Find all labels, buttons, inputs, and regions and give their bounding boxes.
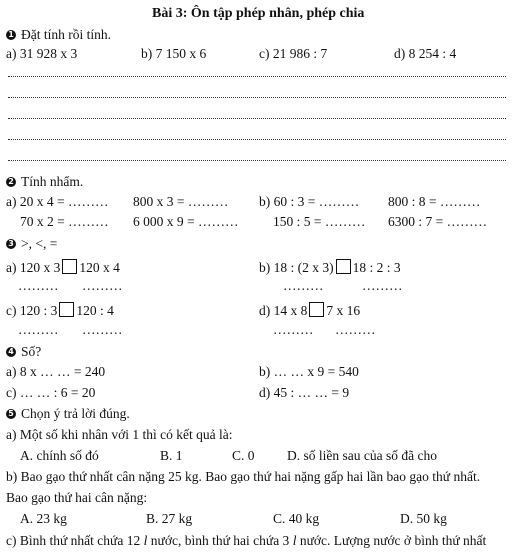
answer-line [8,76,506,77]
compare-item-b [259,259,401,276]
compare-right: 7 x 16 [326,303,361,318]
mental-math-item: 6300 : 7 = ……… [388,214,488,229]
mental-math-item: 800 x 3 = ……… [133,194,229,209]
question-c-text: nước. Lượng nước ở bình thứ nhất [299,533,487,548]
section-3-number-badge: 3 [6,239,16,249]
compare-answer-box[interactable] [62,259,77,274]
compare-item-c [6,302,114,319]
blank: ……… [335,322,376,337]
option-a-D[interactable]: D. số liền sau của số đã cho [287,448,437,463]
compare-answer-box[interactable] [336,259,351,274]
compare-right: 120 x 4 [79,260,120,275]
compare-answer-box[interactable] [59,302,74,317]
question-c-text: c) Bình thứ nhất chứa 12 [6,533,141,548]
option-b-A[interactable]: A. 23 kg [20,511,67,526]
liter-unit: l [292,533,297,548]
section-1-item-c: c) 21 986 : 7 [259,46,328,61]
compare-left: c) 120 : 3 [6,303,58,318]
fill-number-item-a: a) 8 x … … = 240 [6,364,106,379]
compare-left: b) 18 : (2 x 3) [259,260,334,275]
option-a-C[interactable]: C. 0 [232,448,255,463]
answer-line [8,97,506,98]
option-b-C[interactable]: C. 40 kg [273,511,320,526]
blank: ……… [273,322,314,337]
section-2-heading: Tính nhẩm. [21,174,84,189]
blank: ……… [18,322,59,337]
fill-number-item-b: b) … … x 9 = 540 [259,364,359,379]
mental-math-item: 800 : 8 = ……… [388,194,481,209]
section-5-number-badge: 5 [6,409,16,419]
compare-right: 120 : 4 [76,303,114,318]
section-5-heading: Chọn ý trả lời đúng. [21,406,130,421]
mental-math-item: b) 60 : 3 = ……… [259,194,360,209]
mental-math-item: 6 000 x 9 = ……… [133,214,239,229]
blank: ……… [18,278,59,293]
question-a: a) Một số khi nhân với 1 thì có kết quả là: [6,427,233,442]
compare-left: a) 120 x 3 [6,260,61,275]
blank: ……… [82,278,123,293]
option-b-B[interactable]: B. 27 kg [146,511,193,526]
mental-math-item: a) 20 x 4 = ……… [6,194,109,209]
section-2-number-badge: 2 [6,177,16,187]
answer-line [8,139,506,140]
option-a-B[interactable]: B. 1 [160,448,183,463]
section-4-heading: Số? [21,344,42,359]
compare-right: 18 : 2 : 3 [352,260,401,275]
compare-item-d [259,302,360,319]
section-4-number-badge: 4 [6,347,16,357]
fill-number-item-c: c) … … : 6 = 20 [6,385,96,400]
answer-line [8,160,506,161]
question-c [6,533,486,549]
question-b-line-1: b) Bao gạo thứ nhất cân nặng 25 kg. Bao gạo thứ hai nặng gấp hai lần bao gạo thứ nhất. [6,469,481,484]
compare-left: d) 14 x 8 [259,303,308,318]
fill-number-item-d: d) 45 : … … = 9 [259,385,350,400]
section-1-item-b: b) 7 150 x 6 [141,46,207,61]
blank: ……… [82,322,123,337]
section-1-item-a: a) 31 928 x 3 [6,46,78,61]
option-b-D[interactable]: D. 50 kg [400,511,447,526]
blank: ……… [283,278,324,293]
compare-answer-box[interactable] [309,302,324,317]
section-3-heading: >, <, = [21,236,58,251]
compare-item-a [6,259,120,276]
section-1-number-badge: 1 [6,30,16,40]
option-a-A[interactable]: A. chính số đó [20,448,99,463]
blank: ……… [362,278,403,293]
answer-line [8,118,506,119]
question-b-line-2: Bao gạo thứ hai cân nặng: [6,490,148,505]
liter-unit: l [143,533,148,548]
page-title: Bài 3: Ôn tập phép nhân, phép chia [152,6,365,21]
mental-math-item: 70 x 2 = ……… [20,214,109,229]
question-c-text: nước, bình thứ hai chứa 3 [150,533,290,548]
section-1-item-d: d) 8 254 : 4 [394,46,457,61]
section-1-heading: Đặt tính rồi tính. [21,27,111,42]
mental-math-item: 150 : 5 = ……… [273,214,366,229]
